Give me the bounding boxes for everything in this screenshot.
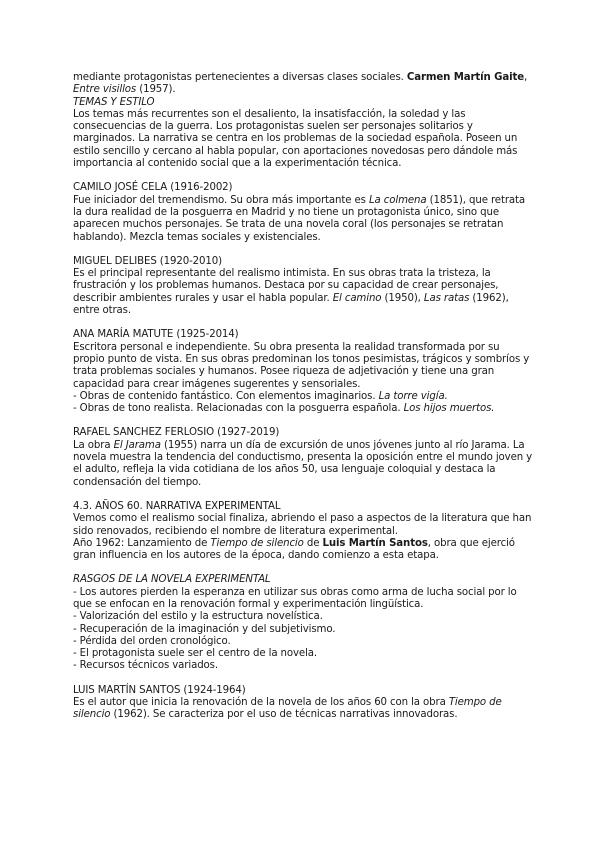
- book-title: Los hijos muertos.: [403, 403, 495, 415]
- text-run: , obra que ejerció gran influencia en los autores de la época, dando comienzo a esta etapa.: [73, 537, 515, 562]
- list-item: - El protagonista suele ser el centro de la novela.: [73, 648, 318, 660]
- text-run: Es el principal representante del realismo intimista. En sus obras trata la tristeza, la frustración y los problemas humanos. Destaca por su capacidad de crear personajes, describir ambientes rurales y usar el habla popular.: [73, 268, 499, 304]
- santos-heading: LUIS MARTÍN SANTOS (1924-1964): [73, 684, 246, 696]
- list-item: - Pérdida del orden cronológico.: [73, 635, 231, 647]
- themes-paragraph: Los temas más recurrentes son el desaliento, la insatisfacción, la soledad y las consecuencias de la guerra. Los protagonistas suelen ser personajes solitarios y marginados. La narrativa se centra en los problemas de la sociedad española. Poseen un estilo sencillo y cercano al habla popular, con aportaciones novedosas pero dándole más importancia al contenido social que a la experimentación técnica.: [73, 108, 518, 170]
- ferlosio-paragraph: [73, 440, 533, 489]
- list-item: - Recursos técnicos variados.: [73, 660, 218, 672]
- text-run: Fue iniciador del tremendismo. Su obra más importante es: [73, 194, 369, 206]
- ferlosio-heading: RAFAEL SANCHEZ FERLOSIO (1927-2019): [73, 427, 280, 439]
- matute-heading: ANA MARÍA MATUTE (1925-2014): [73, 329, 239, 341]
- list-item: - Valorización del estilo y la estructura novelística.: [73, 611, 323, 623]
- text-run: (1950),: [381, 292, 424, 304]
- author-name: Carmen Martín Gaite: [406, 72, 524, 83]
- text-run: mediante protagonistas pertenecientes a diversas clases sociales.: [73, 72, 407, 83]
- text-run: (1955) narra un día de excursión de unos jóvenes junto al río Jarama. La novela muestra la tendencia del conductismo, presenta la oposición entre el mundo joven y el adulto, refleja la vida cotidiana de los años 50, usa lenguaje coloquial y destaca la condensación del tiempo.: [73, 439, 533, 488]
- text-run: La obra: [73, 439, 114, 451]
- book-title: El camino: [332, 292, 382, 304]
- text-run: (1962), entre otras.: [73, 292, 509, 317]
- book-title: Entre visillos: [73, 84, 137, 96]
- experimental-paragraph: Vemos como el realismo social finaliza, abriendo el paso a aspectos de la literatura que han sido renovados, recibiendo el nombre de literatura experimental.: [73, 513, 532, 537]
- text-run: (1957).: [136, 84, 176, 96]
- book-title: Las ratas: [423, 292, 470, 304]
- list-item: - Los autores pierden la esperanza en utilizar sus obras como arma de lucha social por lo que se enfocan en la renovación formal y experimentación lingüística.: [73, 586, 517, 610]
- text-run: Es el autor que inicia la renovación de la novela de los años 60 con la obra: [73, 697, 449, 709]
- list-item: [73, 391, 533, 403]
- book-title: El Jarama: [113, 439, 161, 451]
- text-run: de: [303, 537, 323, 549]
- text-run: - Obras de contenido fantástico. Con elementos imaginarios.: [73, 390, 379, 402]
- text-run: (1851), que retrata la dura realidad de la posguerra en Madrid y no tiene un protagonista único, sino que aparecen muchos personajes. Se trata de una novela coral (los personajes se retratan hablando). Mezcla temas sociales y existenciales.: [73, 194, 526, 243]
- author-name: Luis Martín Santos: [322, 537, 428, 549]
- santos-paragraph: [73, 697, 533, 722]
- text-run: Año 1962: Lanzamiento de: [73, 537, 211, 549]
- text-run: ,: [524, 72, 528, 83]
- book-title: La torre vigía.: [378, 390, 448, 402]
- book-title: Tiempo de silencio: [73, 697, 502, 721]
- rasgos-heading: RASGOS DE LA NOVELA EXPERIMENTAL: [73, 574, 271, 586]
- list-item: [73, 403, 533, 415]
- matute-paragraph: Escritora personal e independiente. Su obra presenta la realidad transformada por su propio punto de vista. En sus obras predominan los tonos pesimistas, trágicos y sombríos y trata problemas sociales y humanos. Posee riqueza de adjetivación y tiene una gran capacidad para crear imágenes sugerentes y sensoriales.: [73, 341, 530, 390]
- delibes-heading: MIGUEL DELIBES (1920-2010): [73, 255, 222, 267]
- delibes-paragraph: [73, 268, 533, 317]
- intro-paragraph: [73, 72, 533, 97]
- experimental-heading: 4.3. AÑOS 60. NARRATIVA EXPERIMENTAL: [73, 500, 281, 512]
- cela-heading: CAMILO JOSÉ CELA (1916-2002): [73, 182, 233, 194]
- themes-heading: TEMAS Y ESTILO: [73, 96, 155, 108]
- list-item: - Recuperación de la imaginación y del subjetivismo.: [73, 623, 336, 635]
- document-body: [73, 72, 533, 722]
- text-run: (1962). Se caracteriza por el uso de técnicas narrativas innovadoras.: [110, 709, 458, 721]
- book-title: La colmena: [368, 194, 427, 206]
- experimental-year-paragraph: [73, 538, 533, 563]
- book-title: Tiempo de silencio: [210, 537, 304, 549]
- cela-paragraph: [73, 195, 533, 244]
- text-run: - Obras de tono realista. Relacionadas con la posguerra española.: [73, 403, 404, 415]
